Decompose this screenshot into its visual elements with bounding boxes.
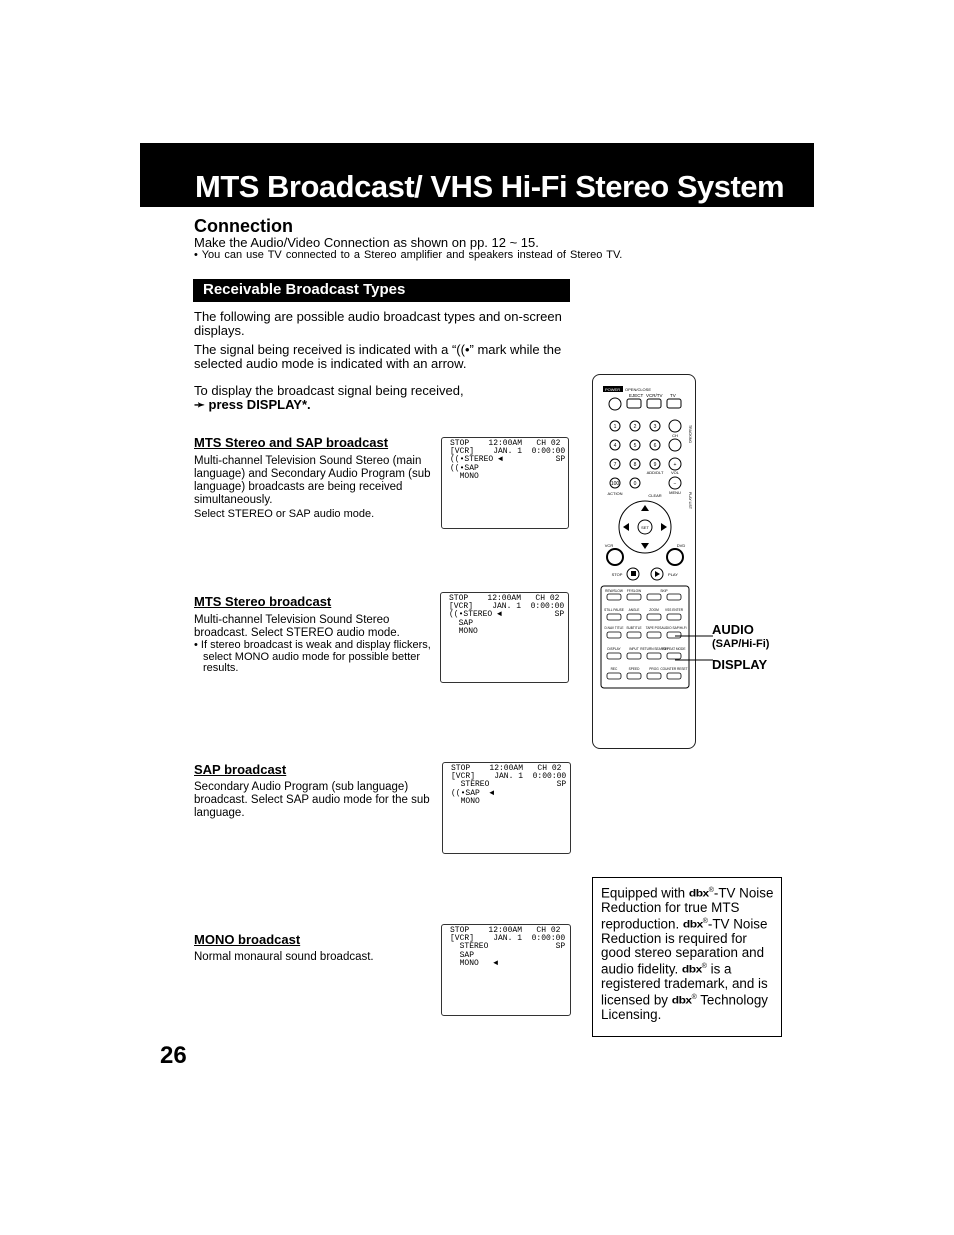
registered-mark: ® [708,887,714,894]
page-title: MTS Broadcast/ VHS Hi-Fi Stereo System [195,169,785,204]
remote-label: ZOOM [649,608,659,612]
section-heading: Receivable Broadcast Types [203,281,406,298]
remote-label: DISPLAY [607,647,621,651]
remote-label: REW/SLOW [605,589,623,593]
audio-callout: AUDIO [712,622,754,637]
remote-label: PLAY LIST [688,492,692,509]
remote-label: OPEN/CLOSE [625,387,652,392]
osd-lines: STOP 12:00AM CH 02 [VCR] JAN. 1 0:00:00 ((•STEREO ◄ SP ((•SAP MONO [450,439,566,481]
audio-callout-sub: (SAP/Hi-Fi) [712,638,770,650]
remote-label: TAPE POS. [645,626,663,630]
remote-label: REPEAT MODE [662,647,686,651]
on-screen-display [440,592,569,683]
connection-note: • You can use TV connected to a Stereo amplifier and speakers instead of Stereo TV. [194,249,623,261]
broadcast-heading: MTS Stereo broadcast [194,594,332,609]
on-screen-display [442,762,571,854]
broadcast-heading: MONO broadcast [194,932,301,947]
remote-label: CLEAR [648,493,662,498]
callout-lines [675,630,715,665]
broadcast-body: Secondary Audio Program (sub language) broadcast. Select SAP audio mode for the sub language. [194,781,430,819]
broadcast-bullet: • If stereo broadcast is weak and display flickers, select MONO audio mode for possible better results. [194,639,431,674]
broadcast-body: Multi-channel Television Sound Stereo broadcast. Select STEREO audio mode. [194,614,400,639]
section-heading-bar [193,279,570,302]
remote-label: SET [641,525,649,530]
remote-label: STILL PAUSE [604,608,624,612]
dbx-logo: dbx [688,887,709,900]
remote-label: VOL [670,470,680,475]
remote-label: INPUT [629,647,639,651]
svg-text:6: 6 [653,443,657,449]
title-bar [140,143,814,207]
remote-label: EJECT [629,393,644,398]
dbx-note-text [601,884,777,1022]
dbx-logo: dbx [681,963,702,976]
dbx-text-3: -TV Noise Reduction is required for good stereo separation and audio fidelity. [601,916,768,977]
registered-mark: ® [702,917,708,925]
dbx-logo: dbx [682,918,703,931]
osd-lines: STOP 12:00AM CH 02 [VCR] JAN. 1 0:00:00 ((•STEREO ◄ SP SAP MONO [449,594,565,636]
remote-label: SKIP [660,589,668,593]
remote-label: VCR [604,543,614,548]
dbx-logo: dbx [671,994,692,1007]
remote-label: DVD [676,543,686,548]
remote-label: STOP [611,572,623,577]
svg-text:7: 7 [613,462,617,468]
dbx-note-box [592,877,782,1037]
on-screen-display [441,437,569,529]
connection-text: Make the Audio/Video Connection as shown on pp. 12 ~ 15. [194,235,539,250]
remote-control-illustration [592,374,696,749]
remote-label: RETURN SEARCH [640,647,668,651]
remote-label: CH [672,433,678,438]
remote-label: ADD/DLT [646,470,664,475]
remote-label: FF/SLOW [626,589,642,593]
remote-label: ANGLE [628,608,640,612]
broadcast-heading: MTS Stereo and SAP broadcast [194,435,389,450]
remote-label: ACTION [607,491,623,496]
svg-text:+: + [673,462,677,468]
osd-lines: STOP 12:00AM CH 02 [VCR] JAN. 1 0:00:00 STEREO SP ((•SAP ◄ MONO [451,764,567,806]
remote-label: SUBTITLE [626,626,642,630]
registered-mark: ® [701,962,707,970]
remote-label: MENU [669,490,681,495]
intro-paragraph-2: The signal being received is indicated with a “((•” mark while the selected audio mode is indicated with an arrow. [194,342,562,371]
remote-label: AUDIO SAP/Hi-Fi [661,626,687,630]
osd-lines: STOP 12:00AM CH 02 [VCR] JAN. 1 0:00:00 STEREO SP SAP MONO ◄ [450,926,566,968]
remote-label: REC [610,667,618,671]
svg-text:100: 100 [610,481,620,487]
dbx-text-4: is a registered trademark, and is licensed by [601,961,768,1008]
remote-label: POWER [605,387,621,392]
svg-text:9: 9 [653,462,657,468]
registered-mark: ® [691,993,697,1001]
svg-text:3: 3 [653,424,657,430]
remote-label: VSS ENTER [664,608,684,612]
remote-label: TV [670,393,676,398]
dbx-text-2: -TV Noise Reduction for true MTS reproduction. [601,885,774,932]
broadcast-extra: Select STEREO or SAP audio mode. [194,508,375,520]
remote-label: D.NAV TITLE [604,626,624,630]
svg-text:1: 1 [613,424,617,430]
svg-text:0: 0 [633,481,637,487]
broadcast-body: Normal monaural sound broadcast. [194,951,374,963]
on-screen-display [441,924,571,1016]
broadcast-bullets [194,640,434,675]
broadcast-body: Multi-channel Television Sound Stereo (main language) and Secondary Audio Program (sub language) broadcasts are being received simultaneously. [194,455,431,506]
remote-label: VCR/TV [646,393,663,398]
remote-label: COUNTER RESET [660,667,688,671]
remote-drawing [593,375,697,750]
svg-text:−: − [673,481,677,487]
broadcast-heading: SAP broadcast [194,762,287,777]
dbx-text-1: Equipped with [601,885,686,901]
page-number: 26 [160,1042,187,1069]
remote-label: PROG [649,667,659,671]
remote-label: TRACKING [688,425,692,444]
display-callout: DISPLAY [712,657,768,672]
remote-label: SPEED [628,667,640,671]
svg-text:4: 4 [613,443,617,449]
intro-paragraph-1: The following are possible audio broadcast types and on-screen displays. [194,309,562,338]
svg-text:8: 8 [633,462,637,468]
intro-paragraph-3: To display the broadcast signal being received, [194,383,464,398]
svg-text:2: 2 [633,424,637,430]
dbx-text-5: Technology Licensing. [601,992,768,1022]
connection-heading: Connection [194,216,293,236]
press-display-instruction: ➛ press DISPLAY*. [194,397,311,412]
svg-text:5: 5 [633,443,637,449]
remote-label: PLAY [668,572,678,577]
